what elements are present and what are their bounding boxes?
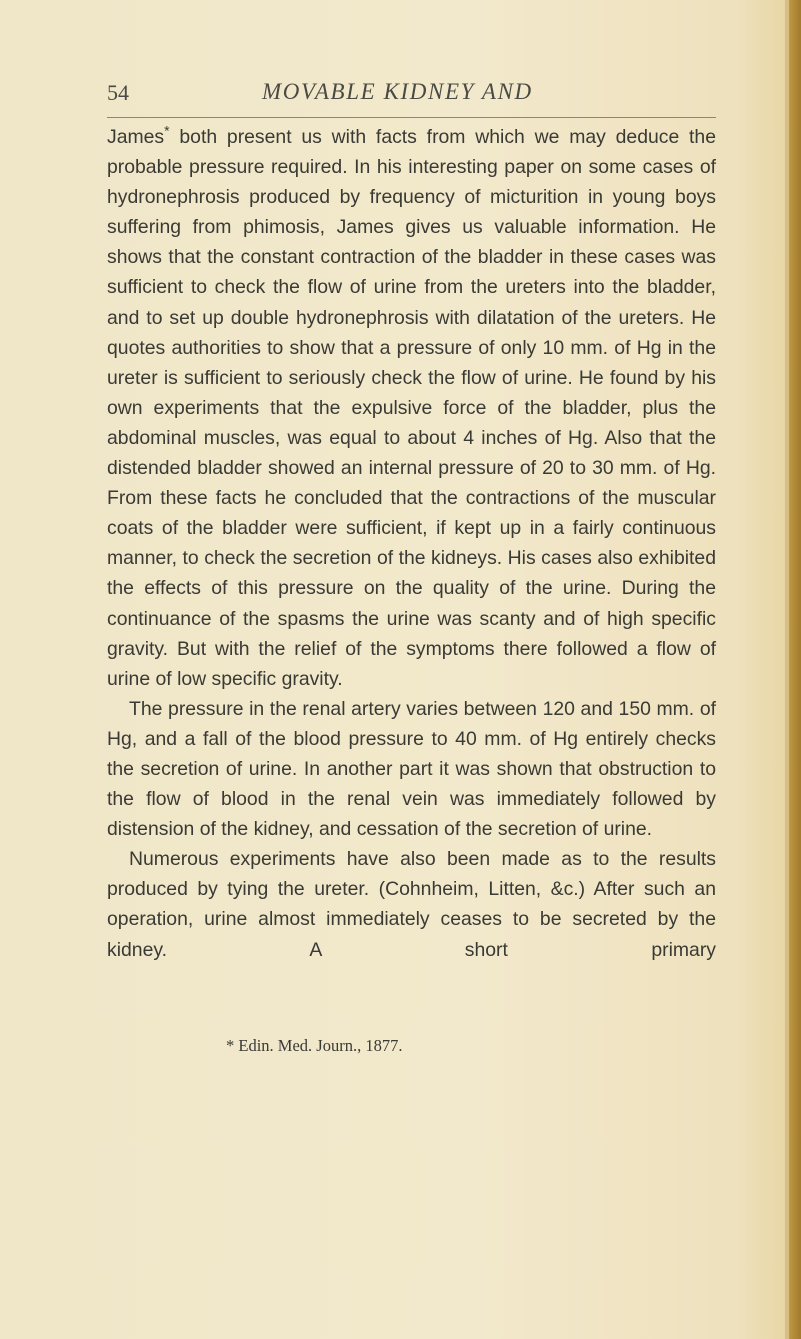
running-title: MOVABLE KIDNEY AND (262, 79, 533, 104)
footnote: * Edin. Med. Journ., 1877. (226, 1036, 403, 1055)
paragraph-2: The pressure in the renal artery varies between 120 and 150 mm. of Hg, and a fall of the blood pressure to 40 mm. of Hg entirely checks the secretion of urine. In another part it was shown that obstruction to the flow of blood in the renal vein was immediately followed by distension of the kidney, and cessation of the secretion of urine. (107, 697, 716, 841)
running-head (107, 80, 717, 110)
paragraph-1-first-word: James (107, 126, 165, 148)
body-text (107, 122, 716, 965)
paragraph-1 (107, 122, 716, 694)
header-rule (107, 117, 716, 118)
paragraph-3: Numerous experiments have also been made as to the results produced by tying the ureter. (Cohnheim, Litten, &c.) After such an operation, urine almost immediately ceases to be secreted by the kidney. A short primary (107, 848, 716, 961)
footnote-marker: * (164, 122, 170, 139)
paragraph-1-text: both present us with facts from which we may deduce the probable pressure required. In his interesting paper on some cases of hydronephrosis produced by frequency of micturition in young boys suffering from phimosis, James gives us valuable information. He shows that the constant contraction of the bladder in these cases was sufficient to check the flow of urine from the ureters into the bladder, and to set up double hydronephrosis with dilatation of the ureters. He quotes authorities to show that a pressure of only 10 mm. of Hg in the ureter is sufficient to seriously check the flow of urine. He found by his own experiments that the expulsive force of the bladder, plus the abdominal muscles, was equal to about 4 inches of Hg. Also that the distended bladder showed an internal pressure of 20 to 30 mm. of Hg. From these facts he concluded that the contractions of the muscular coats of the bladder were sufficient, if kept up in a fairly continuous manner, to check the secretion of the kidneys. His cases also exhibited the effects of this pressure on the quality of the urine. During the continuance of the spasms the urine was scanty and of high specific gravity. But with the relief of the symptoms there followed a flow of urine of low specific gravity. (107, 126, 716, 690)
page-number: 54 (107, 80, 129, 105)
page-edge (785, 0, 801, 1339)
